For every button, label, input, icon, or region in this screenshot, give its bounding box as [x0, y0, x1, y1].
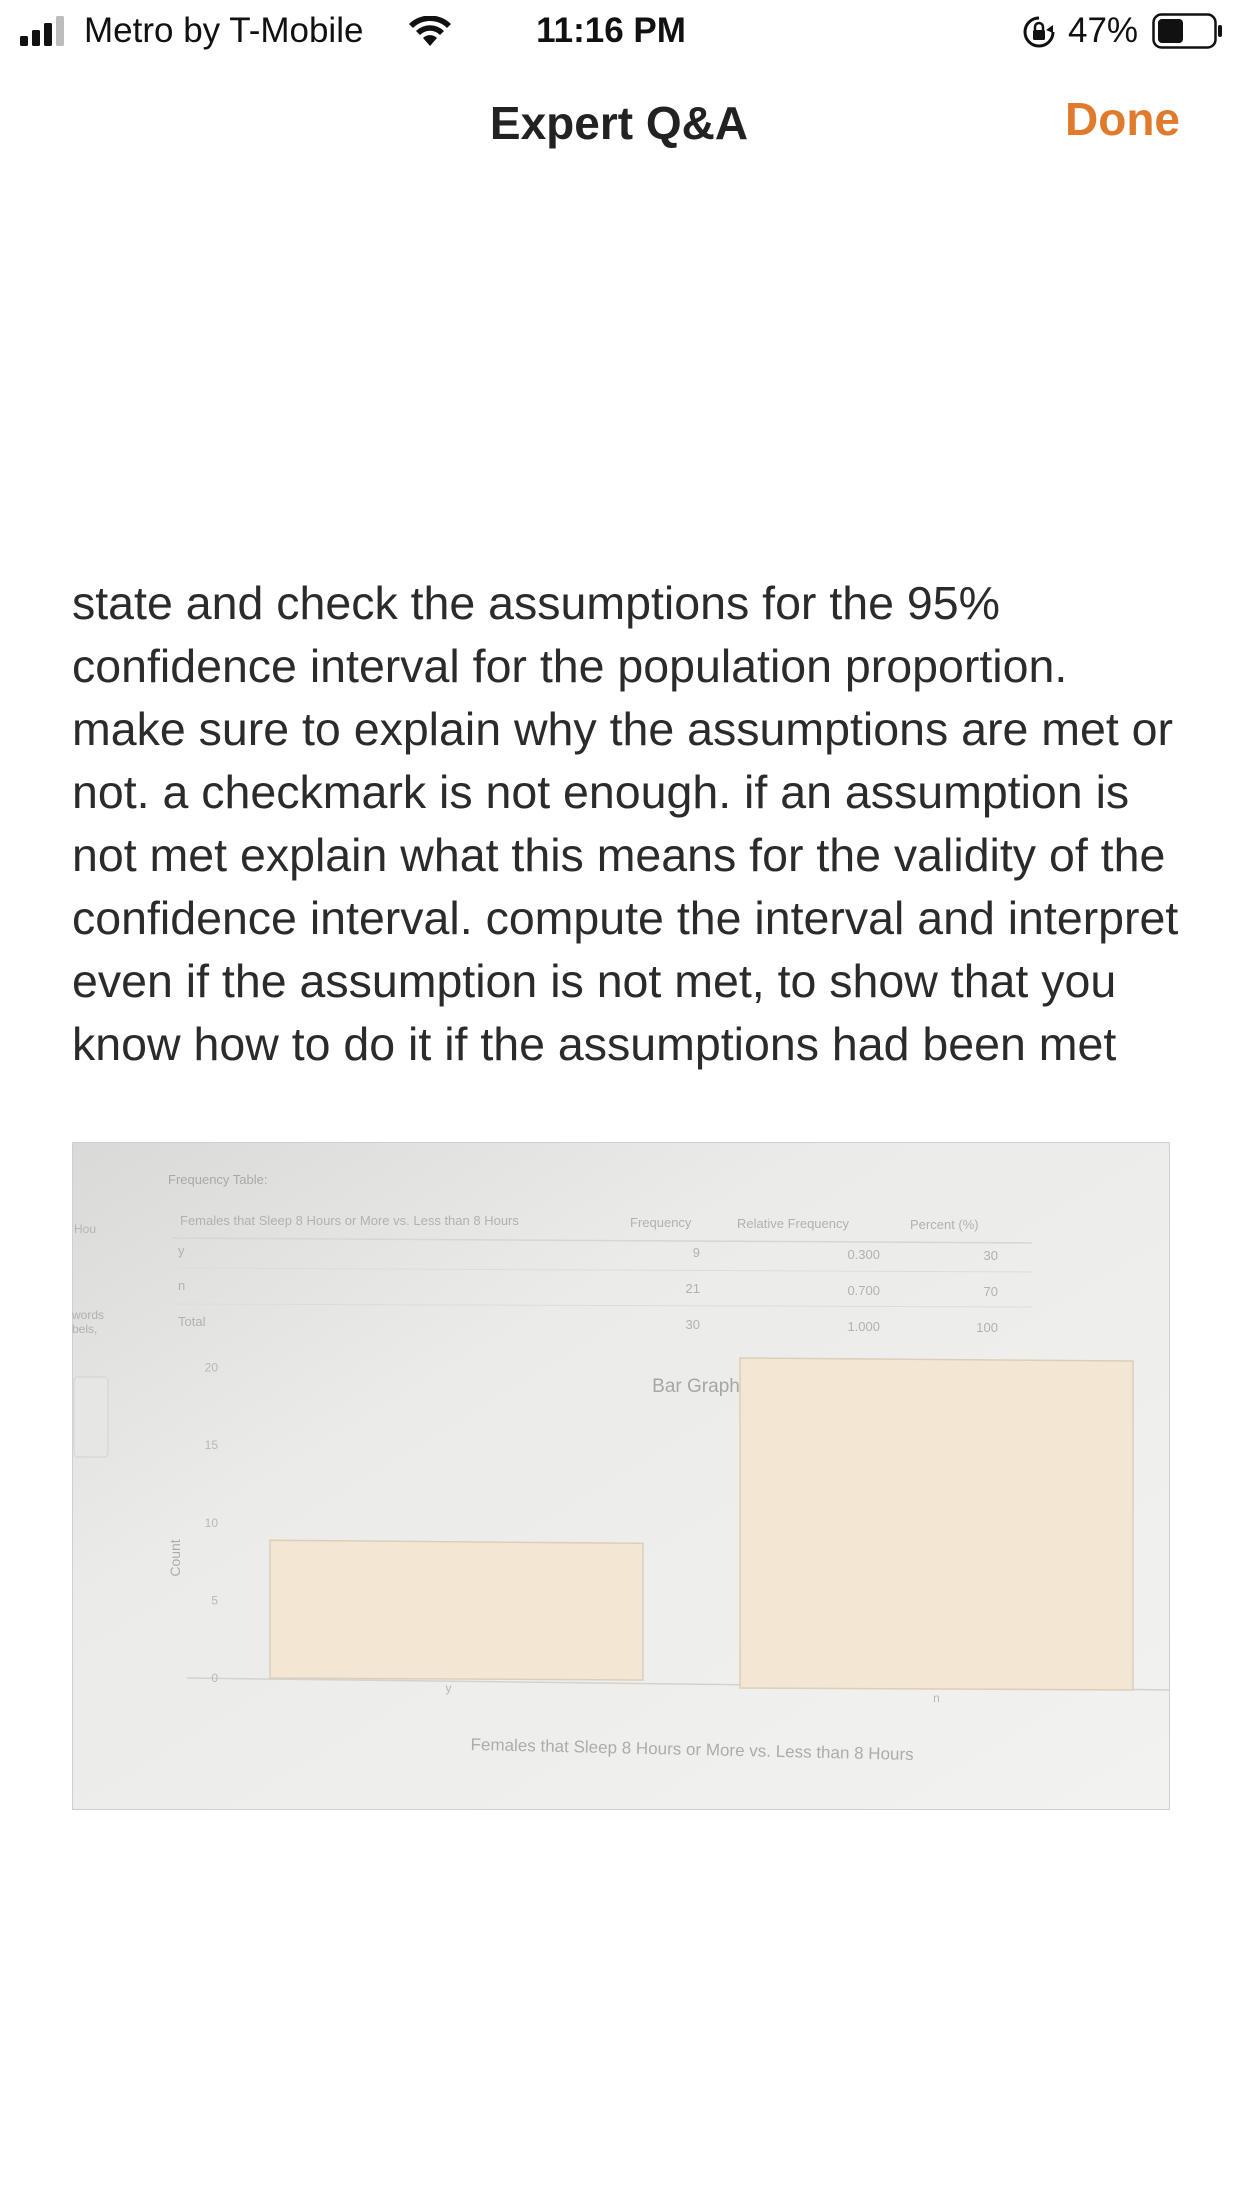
y-axis-label: Count [167, 1539, 183, 1577]
page-title [0, 96, 1242, 150]
question-image [72, 1142, 1170, 1810]
done-button[interactable]: Done [1065, 93, 1180, 145]
side-fragment: words [72, 1308, 105, 1322]
y-tick-label: 20 [204, 1360, 218, 1375]
table-cell: Total [178, 1314, 206, 1329]
status-time-text: 11:16 PM [536, 11, 686, 50]
bar-n [740, 1358, 1133, 1690]
battery-percent: 47% [1068, 11, 1139, 50]
x-axis-label: Females that Sleep 8 Hours or More vs. Less than 8 Hours [470, 1734, 914, 1765]
table-header: Percent (%) [910, 1217, 979, 1232]
status-bar [0, 0, 1242, 64]
page-title-text: Expert Q&A [489, 97, 749, 149]
table-header: Females that Sleep 8 Hours or More vs. Less than 8 Hours [180, 1213, 519, 1228]
rotation-lock-icon [1022, 15, 1056, 49]
table-cell: 100 [976, 1320, 998, 1335]
table-cell: 1.000 [847, 1319, 880, 1334]
table-header: Frequency [630, 1215, 692, 1230]
battery-icon [1152, 13, 1224, 49]
chart-title: Bar Graph [652, 1376, 740, 1397]
question-text: state and check the assumptions for the 95% confidence interval for the population proportion. make sure to explain why the assumptions are met or not. a checkmark is not enough. if an assumption is not met explain what this means for the validity of the confidence interval. compute the interval and interpret even if the assumption is not met, to show that you know how to do it if the assumptions had been met [72, 577, 1179, 1070]
side-fragment: Hou [74, 1222, 97, 1236]
carrier-name: Metro by T-Mobile [84, 11, 364, 50]
y-tick-label: 10 [204, 1515, 218, 1530]
table-header: Relative Frequency [737, 1216, 849, 1231]
table-cell: 9 [692, 1245, 700, 1260]
question-photo-svg [72, 1142, 1170, 1810]
y-tick-label: 0 [211, 1671, 218, 1685]
side-fragment: bels, [72, 1322, 98, 1336]
table-heading: Frequency Table: [168, 1172, 268, 1187]
table-cell: 30 [983, 1248, 998, 1263]
y-tick-label: 5 [211, 1593, 218, 1608]
table-cell: 70 [983, 1284, 998, 1299]
x-tick-label: n [933, 1691, 940, 1705]
bar-y [270, 1540, 643, 1680]
table-cell: 0.700 [847, 1283, 880, 1298]
table-cell: 21 [685, 1281, 700, 1296]
table-cell: n [178, 1278, 186, 1293]
table-cell: 30 [685, 1317, 700, 1332]
table-cell: 0.300 [847, 1247, 880, 1262]
x-tick-label: y [445, 1681, 452, 1695]
battery-level-fill [1158, 19, 1183, 43]
table-cell: y [178, 1243, 185, 1258]
y-tick-label: 15 [204, 1438, 218, 1453]
